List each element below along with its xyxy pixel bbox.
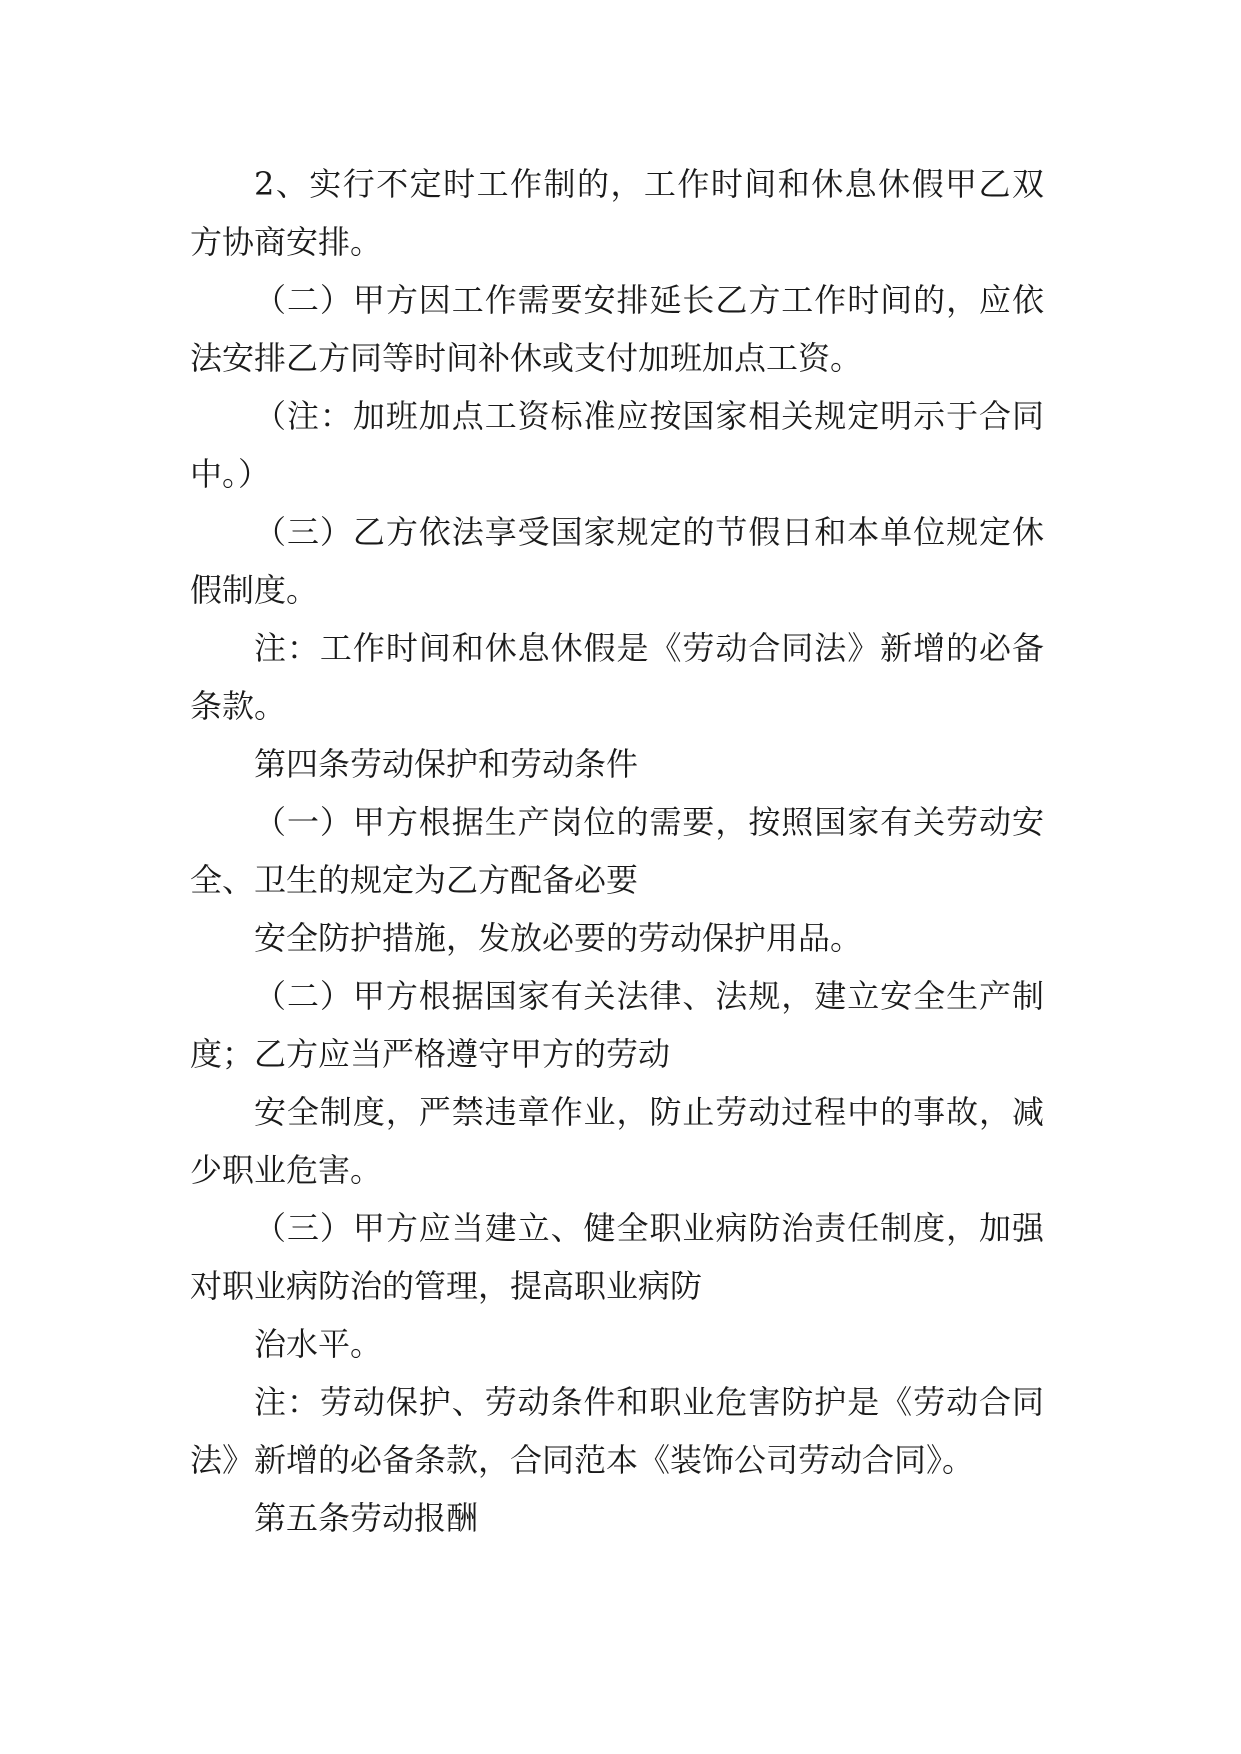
text-line: 安全防护措施，发放必要的劳动保护用品。 (254, 919, 863, 957)
section-heading: 第五条劳动报酬 (254, 1499, 479, 1537)
text-line: 条款。 (190, 687, 287, 725)
text-line: （三）甲方应当建立、健全职业病防治责任制度，加强 (254, 1209, 1044, 1247)
text-line: 注：工作时间和休息休假是《劳动合同法》新增的必备 (254, 629, 1044, 667)
text-line: 2、实行不定时工作制的，工作时间和休息休假甲乙双 (254, 165, 1044, 203)
text-line: 度；乙方应当严格遵守甲方的劳动 (190, 1035, 671, 1073)
section-heading: 第四条劳动保护和劳动条件 (254, 745, 639, 783)
text-line: 法安排乙方同等时间补休或支付加班加点工资。 (190, 339, 863, 377)
text-line: （注：加班加点工资标准应按国家相关规定明示于合同 (254, 397, 1044, 435)
text-line: 安全制度，严禁违章作业，防止劳动过程中的事故，减 (254, 1093, 1044, 1131)
text-line: （三）乙方依法享受国家规定的节假日和本单位规定休 (254, 513, 1044, 551)
text-line: 注：劳动保护、劳动条件和职业危害防护是《劳动合同 (254, 1383, 1044, 1421)
text-line: 法》新增的必备条款，合同范本《装饰公司劳动合同》。 (190, 1441, 975, 1479)
text-line: 中。） (190, 455, 271, 493)
text-line: （一）甲方根据生产岗位的需要，按照国家有关劳动安 (254, 803, 1044, 841)
text-line: 方协商安排。 (190, 223, 383, 261)
text-line: 对职业病防治的管理，提高职业病防 (190, 1267, 703, 1305)
text-line: 少职业危害。 (190, 1151, 383, 1189)
text-line: 治水平。 (254, 1325, 383, 1363)
text-line: （二）甲方根据国家有关法律、法规，建立安全生产制 (254, 977, 1044, 1015)
text-line: 假制度。 (190, 571, 319, 609)
text-line: 全、卫生的规定为乙方配备必要 (190, 861, 639, 899)
text-line: （二）甲方因工作需要安排延长乙方工作时间的，应依 (254, 281, 1044, 319)
